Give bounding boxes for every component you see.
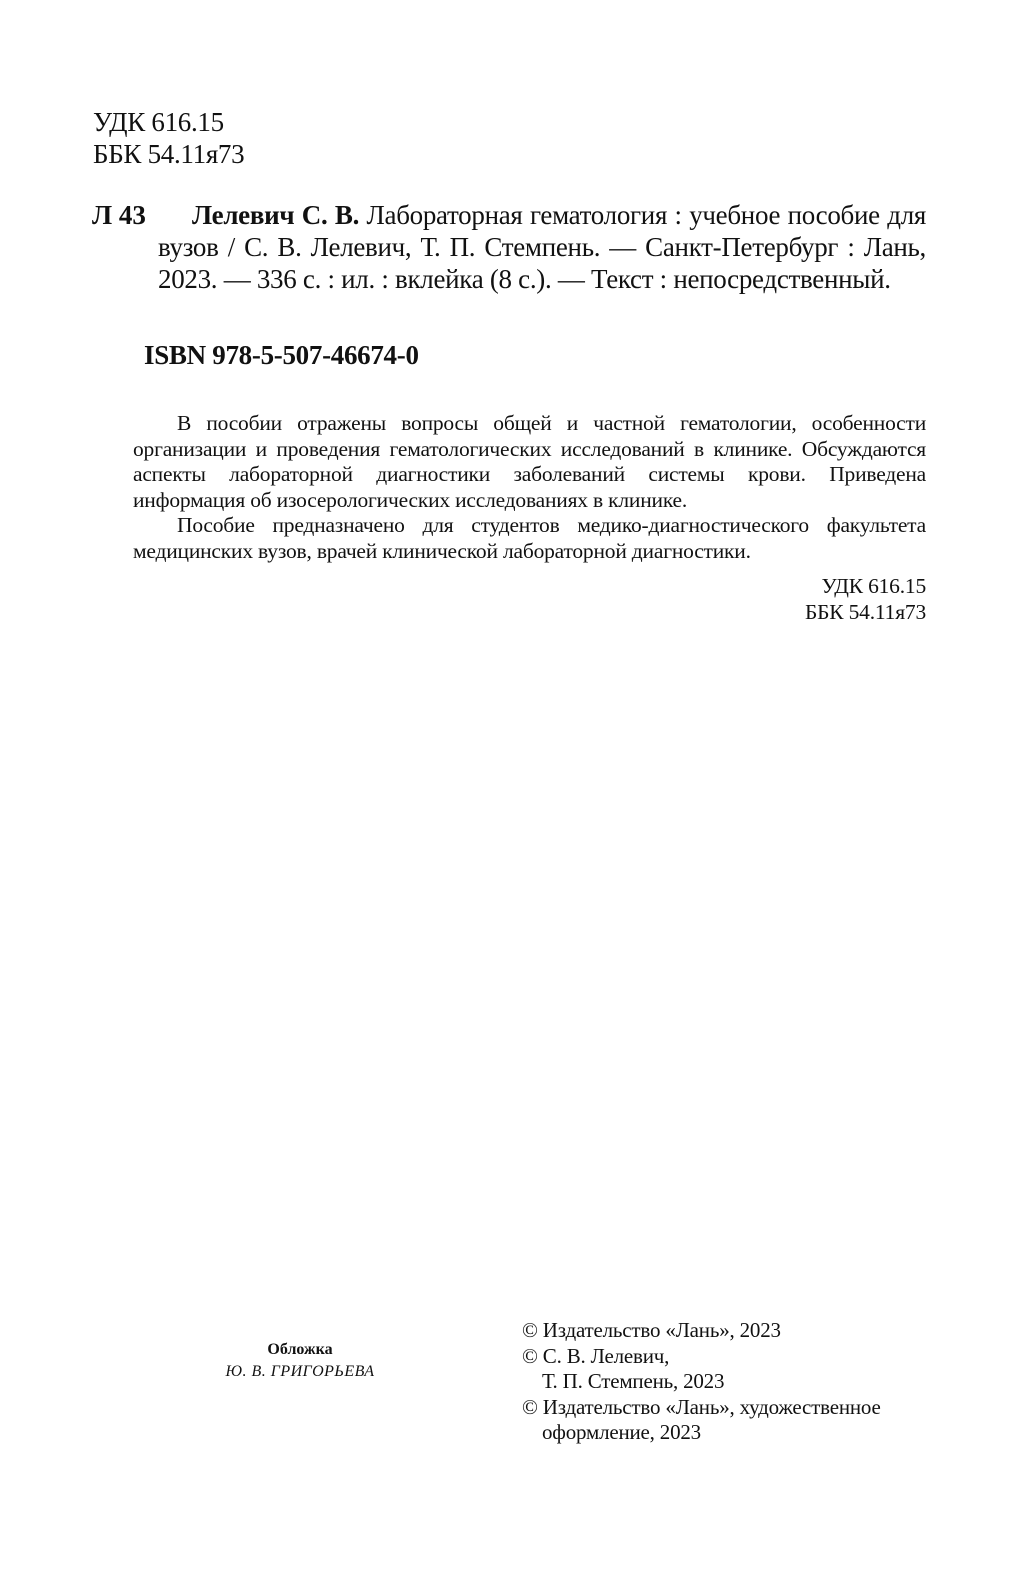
- udk-code: УДК 616.15: [93, 107, 224, 137]
- copyright-line-2: © С. В. Лелевич,: [522, 1343, 670, 1368]
- cover-designer: Ю. В. ГРИГОРЬЕВА: [225, 1363, 375, 1380]
- copyright-line-5: оформление, 2023: [542, 1420, 701, 1444]
- isbn: ISBN 978-5-507-46674-0: [144, 340, 419, 370]
- annotation-paragraph-2: Пособие предназначено для студентов медико-диагностического факультета медицинских вузов, врачей клинической лабораторной диагностики.: [133, 513, 926, 563]
- copyright-line-3: Т. П. Стемпень, 2023: [542, 1369, 725, 1393]
- bbk-code: ББК 54.11я73: [93, 139, 245, 169]
- cover-credit: [200, 1339, 400, 1383]
- author-mark: Л 43: [92, 200, 146, 230]
- cover-label: Обложка: [267, 1341, 333, 1358]
- copyright-line-4: © Издательство «Лань», художественное: [522, 1394, 881, 1419]
- bbk-code-right: ББК 54.11я73: [805, 599, 926, 624]
- record-description: Лабораторная гематология : учебное пособие для вузов / С. В. Лелевич, Т. П. Стемпень. — Санкт-Петербург : Лань, 2023. — 336 с. : ил. : вклейка (8 с.). — Текст : непосредственный.: [158, 200, 926, 294]
- copyright-line-1: © Издательство «Лань», 2023: [522, 1318, 781, 1342]
- classification-footer: [805, 574, 926, 625]
- udk-code-right: УДК 616.15: [821, 574, 926, 598]
- annotation: [133, 411, 926, 564]
- annotation-paragraph-1: В пособии отражены вопросы общей и частной гематологии, особенности организации и проведения гематологических исследований в клинике. Обсуждаются аспекты лабораторной диагностики заболеваний системы крови. Приведена информация об изосерологических исследованиях в клинике.: [133, 411, 926, 512]
- classification-header: [93, 106, 244, 170]
- copyright-block: [522, 1318, 881, 1446]
- record-author: Лелевич С. В.: [192, 200, 360, 230]
- bibliographic-record: [158, 199, 926, 295]
